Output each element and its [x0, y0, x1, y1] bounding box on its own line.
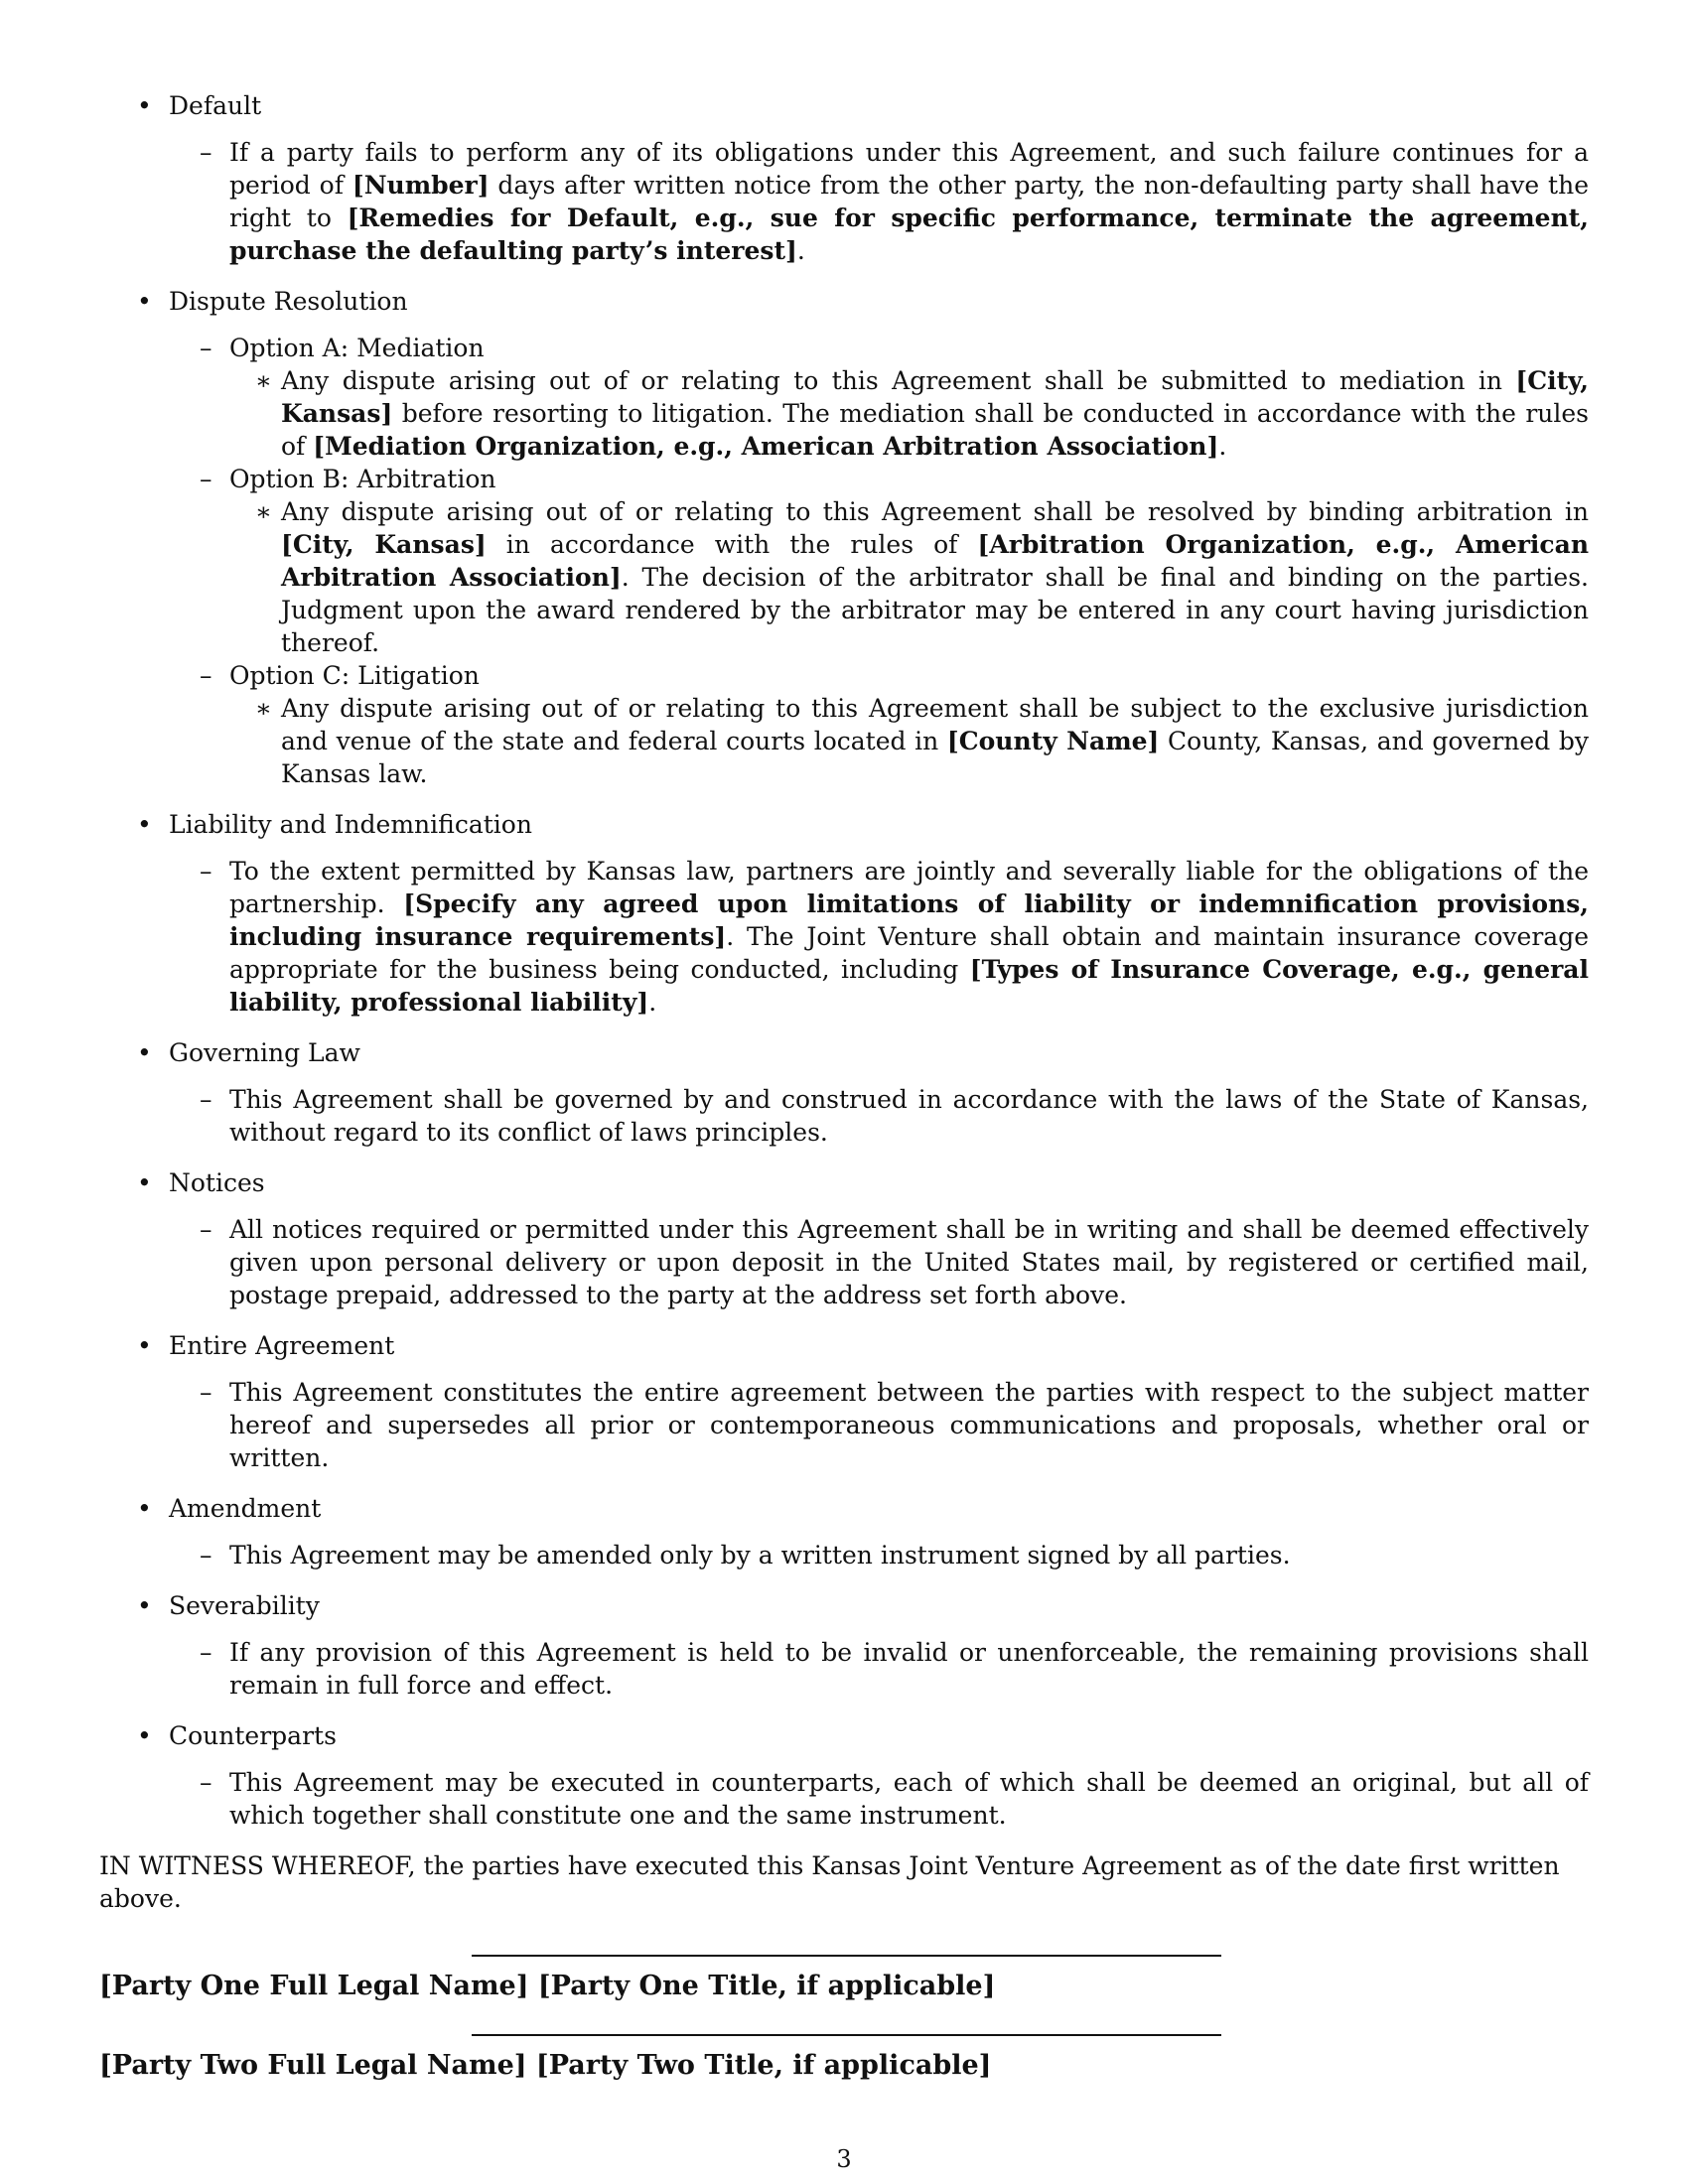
clause-counterparts [99, 1719, 1589, 1832]
document-page [99, 89, 1589, 2084]
clause-liability [99, 808, 1589, 1019]
placeholder-field: [Number] [352, 171, 490, 200]
placeholder-field: [Arbitration Organization, e.g., American Arbitration Association] [281, 530, 1589, 592]
clause-title: • Counterparts [169, 1721, 337, 1750]
clause-text: – If a party fails to perform any of its obligations under this Agreement, and such failure continues for a period of [Number] days after written notice from the other party, the non-defaulting party shall have the right to [Remedies for Default, e.g., sue for specific performance, terminate the agreement, purchase the defaulting party’s interest]. [169, 136, 1589, 267]
signature-party-one: [Party One Full Legal Name] [Party One Title, if applicable] [99, 1971, 996, 2001]
option-litigation [169, 659, 1589, 790]
placeholder-field: [Types of Insurance Coverage, e.g., general liability, professional liability] [229, 955, 1589, 1017]
signature-line [472, 1955, 1221, 1957]
clause-title: • Amendment [169, 1494, 322, 1523]
option-mediation [169, 332, 1589, 463]
clause-amendment [99, 1492, 1589, 1571]
clause-title: • Default [169, 91, 262, 120]
clause-title: • Dispute Resolution [169, 287, 408, 316]
placeholder-field: [County Name] [946, 727, 1160, 755]
clause-entire-agreement [99, 1329, 1589, 1474]
clause-dispute-resolution [99, 285, 1589, 790]
option-label: Option A: Mediation [229, 334, 485, 362]
clause-text: – All notices required or permitted under this Agreement shall be in writing and shall be deemed effectively given upon personal delivery or upon deposit in the United States mail, by registered or certified mail, postage prepaid, addressed to the party at the address set forth above. [169, 1213, 1589, 1311]
clause-list [99, 89, 1589, 1832]
clause-governing-law [99, 1036, 1589, 1149]
clause-text: ∗ Any dispute arising out of or relating to this Agreement shall be submitted to mediation in [City, Kansas] before resorting to litigation. The mediation shall be conducted in accordance with the rules of [Mediation Organization, e.g., American Arbitration Association]. [229, 364, 1589, 463]
clause-title: • Liability and Indemnification [169, 810, 532, 839]
placeholder-field: [Specify any agreed upon limitations of liability or indemnification provisions, including insurance requirements] [229, 889, 1589, 951]
clause-notices [99, 1166, 1589, 1311]
option-label: Option C: Litigation [229, 661, 480, 690]
clause-default [99, 89, 1589, 267]
clause-title: • Notices [169, 1168, 265, 1197]
page-number: 3 [836, 2145, 852, 2173]
clause-text: – This Agreement may be executed in counterparts, each of which shall be deemed an original, but all of which together shall constitute one and the same instrument. [169, 1766, 1589, 1832]
witness-statement: IN WITNESS WHEREOF, the parties have executed this Kansas Joint Venture Agreement as of the date first written above. [99, 1851, 1560, 1913]
placeholder-field: [Mediation Organization, e.g., American Arbitration Association] [313, 432, 1219, 461]
clause-text: – If any provision of this Agreement is held to be invalid or unenforceable, the remaining provisions shall remain in full force and effect. [169, 1636, 1589, 1702]
clause-severability [99, 1589, 1589, 1702]
signature-line [472, 2034, 1221, 2036]
clause-text: – This Agreement constitutes the entire agreement between the parties with respect to the subject matter hereof and supersedes all prior or contemporaneous communications and proposals, whether oral or written. [169, 1376, 1589, 1474]
option-label: Option B: Arbitration [229, 465, 496, 493]
clause-title: • Severability [169, 1591, 320, 1620]
clause-title: • Entire Agreement [169, 1331, 395, 1360]
clause-title: • Governing Law [169, 1038, 360, 1067]
clause-text: ∗ Any dispute arising out of or relating to this Agreement shall be subject to the exclusive jurisdiction and venue of the state and federal courts located in [County Name] County, Kansas, and governed by Kansas law. [229, 692, 1589, 790]
placeholder-field: [Remedies for Default, e.g., sue for specific performance, terminate the agreement, purchase the defaulting party’s interest] [229, 204, 1589, 265]
clause-text: – This Agreement shall be governed by and construed in accordance with the laws of the State of Kansas, without regard to its conflict of laws principles. [169, 1083, 1589, 1149]
clause-text: – This Agreement may be amended only by a written instrument signed by all parties. [169, 1539, 1589, 1571]
option-arbitration [169, 463, 1589, 659]
placeholder-field: [City, Kansas] [281, 530, 487, 559]
signature-party-two: [Party Two Full Legal Name] [Party Two Title, if applicable] [99, 2050, 992, 2081]
clause-text: ∗ Any dispute arising out of or relating to this Agreement shall be resolved by binding arbitration in [City, Kansas] in accordance with the rules of [Arbitration Organization, e.g., American Arbitration Association]. The decision of the arbitrator shall be final and binding on the parties. Judgment upon the award rendered by the arbitrator may be entered in any court having jurisdiction thereof. [229, 495, 1589, 659]
placeholder-field: [City, Kansas] [281, 366, 1589, 428]
clause-text: – To the extent permitted by Kansas law, partners are jointly and severally liable for the obligations of the partnership. [Specify any agreed upon limitations of liability or indemnification provisions, including insurance requirements]. The Joint Venture shall obtain and maintain insurance coverage appropriate for the business being conducted, including [Types of Insurance Coverage, e.g., general liability, professional liability]. [169, 855, 1589, 1019]
